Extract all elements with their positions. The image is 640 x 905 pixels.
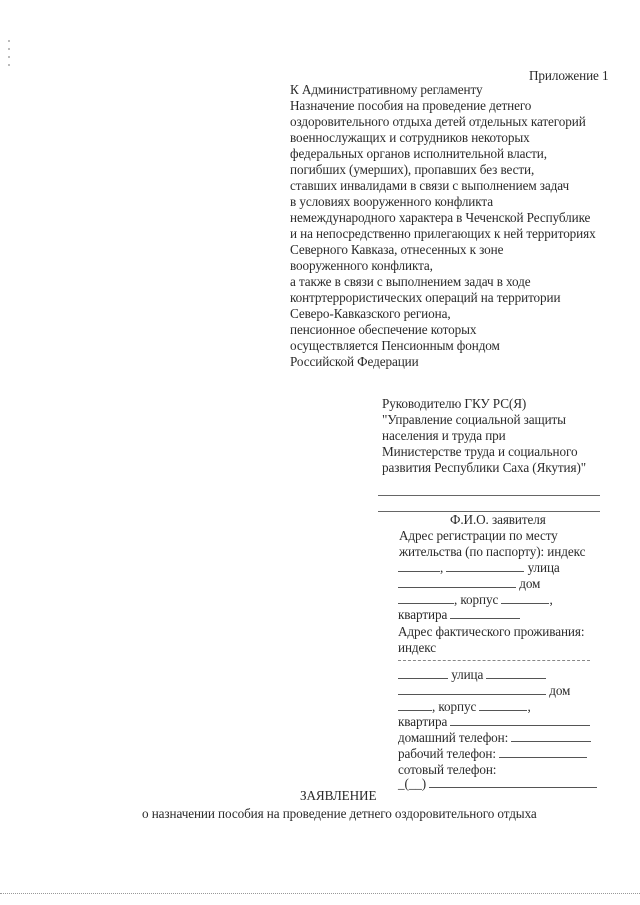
reg-building-label: корпус [460,592,499,607]
reg-street-prefix-field[interactable] [446,561,524,572]
regulation-line: К Административному регламенту [290,82,483,97]
scan-edge-marks [8,40,10,72]
addressee-line: развития Республики Саха (Якутия)" [382,460,587,475]
regulation-line: Северного Кавказа, отнесенных к зоне [290,242,504,257]
actual-house-label: дом [549,683,571,698]
regulation-line: пенсионное обеспечение которых [290,322,477,337]
actual-house-prefix-field[interactable] [398,684,546,695]
work-phone-field[interactable] [499,747,587,758]
regulation-line: федеральных органов исполнительной власти, [290,146,547,161]
regulation-line: военнослужащих и сотрудников некоторых [290,130,530,145]
regulation-line: Российской Федерации [290,354,419,369]
reg-address-index-label: жительства (по паспорту): индекс [399,544,586,559]
regulation-line: и на непосредственно прилегающих к ней территориях [290,226,596,241]
work-phone-row [398,746,587,762]
applicant-name-line[interactable] [378,495,600,496]
home-phone-field[interactable] [511,731,591,742]
home-phone-label: домашний телефон: [398,730,509,745]
actual-apartment-row [398,714,590,730]
regulation-line: Назначение пособия на проведение детнего [290,98,532,113]
addressee-line: "Управление социальной защиты [382,412,566,427]
regulation-line: немеждународного характера в Чеченской Республике [290,210,591,225]
appendix-label: Приложение 1 [529,68,609,83]
actual-building-field[interactable] [479,700,527,711]
regulation-line: а также в связи с выполнением задач в ходе [290,274,531,289]
reg-apartment-field[interactable] [450,608,520,619]
actual-address-heading: Адрес фактического проживания: [398,624,585,639]
applicant-fio-label: Ф.И.О. заявителя [450,512,546,527]
regulation-line: ставших инвалидами в связи с выполнением задач [290,178,570,193]
reg-house-label: дом [519,576,541,591]
reg-index-field[interactable] [398,561,440,572]
addressee-line: Руководителю ГКУ РС(Я) [382,396,527,411]
actual-building-label: корпус [438,699,477,714]
actual-street-label: улица [451,667,484,682]
actual-apartment-label: квартира [398,714,448,729]
actual-street-row [398,667,546,683]
actual-index-field[interactable] [398,660,590,661]
reg-house-building-row: , корпус , [398,592,553,608]
mobile-phone-row [398,776,597,792]
regulation-line: погибших (умерших), пропавших без вести, [290,162,535,177]
reg-street-label: улица [527,560,560,575]
reg-street-house-row [398,576,540,592]
addressee-line: населения и труда при [382,428,506,443]
actual-index-label: индекс [398,640,437,655]
actual-apartment-field[interactable] [450,715,590,726]
regulation-line: вооруженного конфликта, [290,258,433,273]
statement-subtitle: о назначении пособия на проведение детнего оздоровительного отдыха [142,806,537,821]
mobile-phone-label: сотовый телефон: [398,762,497,777]
regulation-line: оздоровительного отдыха детей отдельных категорий [290,114,586,129]
home-phone-row [398,730,591,746]
scan-bottom-edge [0,893,640,894]
reg-index-street-row: , улица [398,560,560,576]
regulation-line: контртеррористических операций на территории [290,290,561,305]
statement-title: ЗАЯВЛЕНИЕ [300,788,377,803]
actual-street-prefix-field[interactable] [398,668,448,679]
work-phone-label: рабочий телефон: [398,746,496,761]
mobile-phone-field[interactable] [429,777,597,788]
mobile-phone-code[interactable]: _(__) [398,776,427,791]
reg-apartment-row [398,607,520,623]
addressee-line: Министерстве труда и социального [382,444,578,459]
actual-house-row [398,683,570,699]
actual-street-field[interactable] [486,668,546,679]
reg-street-field[interactable] [398,577,516,588]
reg-apartment-label: квартира [398,607,448,622]
actual-house-field[interactable] [398,700,432,711]
regulation-line: в условиях вооруженного конфликта [290,194,493,209]
regulation-line: Северо-Кавказского региона, [290,306,451,321]
regulation-line: осуществляется Пенсионным фондом [290,338,500,353]
reg-address-heading: Адрес регистрации по месту [399,528,558,543]
reg-house-field[interactable] [398,593,454,604]
actual-house-building-row: , корпус , [398,699,531,715]
reg-building-field[interactable] [501,593,549,604]
